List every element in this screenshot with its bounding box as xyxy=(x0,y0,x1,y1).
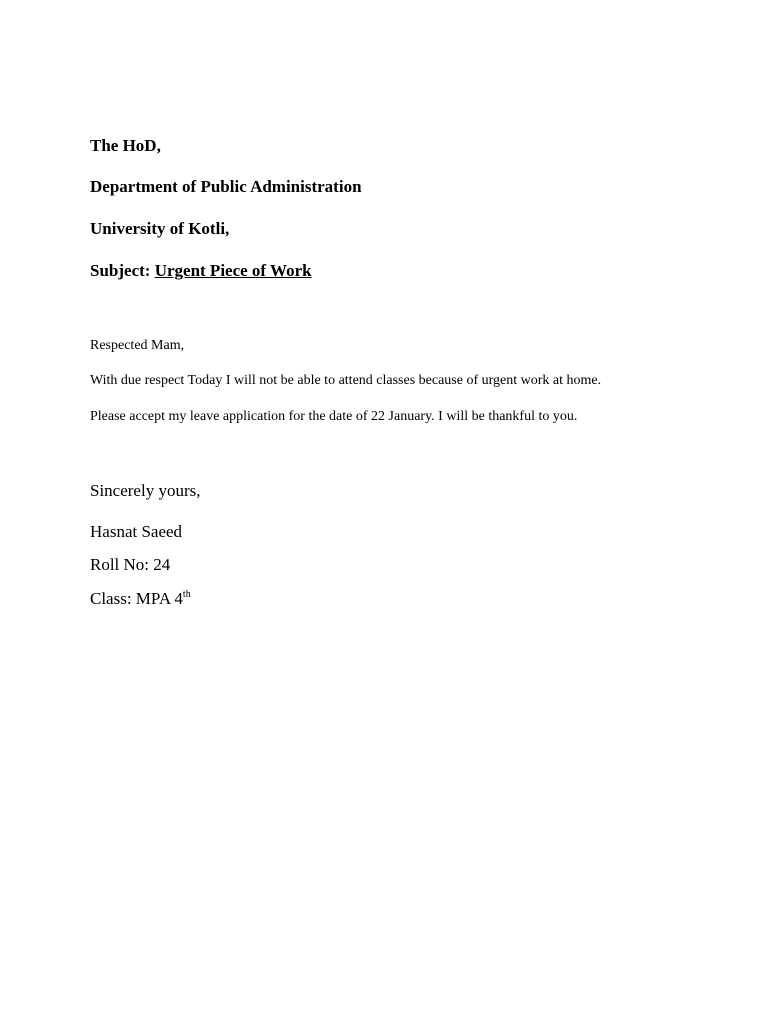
body-line-2: Please accept my leave application for the date of 22 January. I will be thankful to you. xyxy=(90,409,578,424)
university-line: University of Kotli, xyxy=(90,219,230,238)
class-label: Class: MPA 4 xyxy=(90,589,183,608)
department-line: Department of Public Administration xyxy=(90,177,362,196)
closing-line: Sincerely yours, xyxy=(90,481,201,500)
recipient-line: The HoD, xyxy=(90,136,161,155)
roll-number: Roll No: 24 xyxy=(90,555,171,574)
subject-label: Subject: xyxy=(90,261,151,280)
subject-line xyxy=(90,262,312,279)
subject-text: Urgent Piece of Work xyxy=(154,261,312,280)
signature-name: Hasnat Saeed xyxy=(90,522,183,541)
salutation-line: Respected Mam, xyxy=(90,338,185,353)
class-line xyxy=(90,590,191,607)
class-superscript: th xyxy=(182,589,191,600)
body-line-1: With due respect Today I will not be able to attend classes because of urgent work at home. xyxy=(90,373,602,388)
